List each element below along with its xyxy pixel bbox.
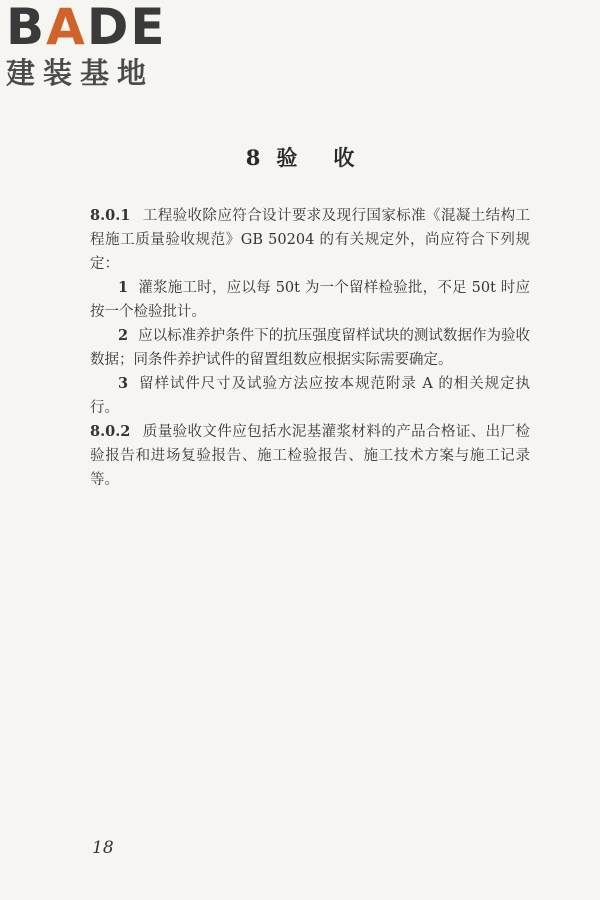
logo-wordmark <box>6 0 176 56</box>
item-number: 3 <box>118 375 129 392</box>
item-number: 1 <box>118 279 129 296</box>
chapter-title-part1: 验 <box>276 145 298 170</box>
item-text: 灌浆施工时，应以每 50t 为一个留样检验批，不足 50t 时应按一个检验批计。 <box>90 280 530 320</box>
bade-logo <box>6 2 176 102</box>
logo-subtitle: 建装基地 <box>6 56 155 90</box>
logo-letters-de: DE <box>86 0 167 56</box>
page-number: 18 <box>92 838 114 858</box>
clause-item <box>90 372 530 420</box>
clause-8-0-2 <box>90 420 530 492</box>
clause-8-0-1 <box>90 204 530 276</box>
clause-text: 质量验收文件应包括水泥基灌浆材料的产品合格证、出厂检验报告和进场复验报告、施工检验报告、施工技术方案与施工记录等。 <box>90 424 530 488</box>
clause-number: 8.0.1 <box>90 207 131 224</box>
logo-letter-a: A <box>46 0 87 56</box>
logo-letter-b: B <box>6 0 47 56</box>
item-text: 留样试件尺寸及试验方法应按本规范附录 A 的相关规定执行。 <box>90 376 530 416</box>
chapter-title <box>0 142 600 172</box>
clause-text: 工程验收除应符合设计要求及现行国家标准《混凝土结构工程施工质量验收规范》GB 50204 的有关规定外，尚应符合下列规定： <box>90 208 530 272</box>
chapter-number: 8 <box>245 145 261 170</box>
clause-number: 8.0.2 <box>90 423 131 440</box>
clause-content <box>90 204 530 492</box>
clause-item <box>90 324 530 372</box>
clause-item <box>90 276 530 324</box>
item-text: 应以标准养护条件下的抗压强度留样试块的测试数据作为验收数据；同条件养护试件的留置组数应根据实际需要确定。 <box>90 328 530 368</box>
chapter-title-part2: 收 <box>333 145 355 170</box>
item-number: 2 <box>118 327 129 344</box>
